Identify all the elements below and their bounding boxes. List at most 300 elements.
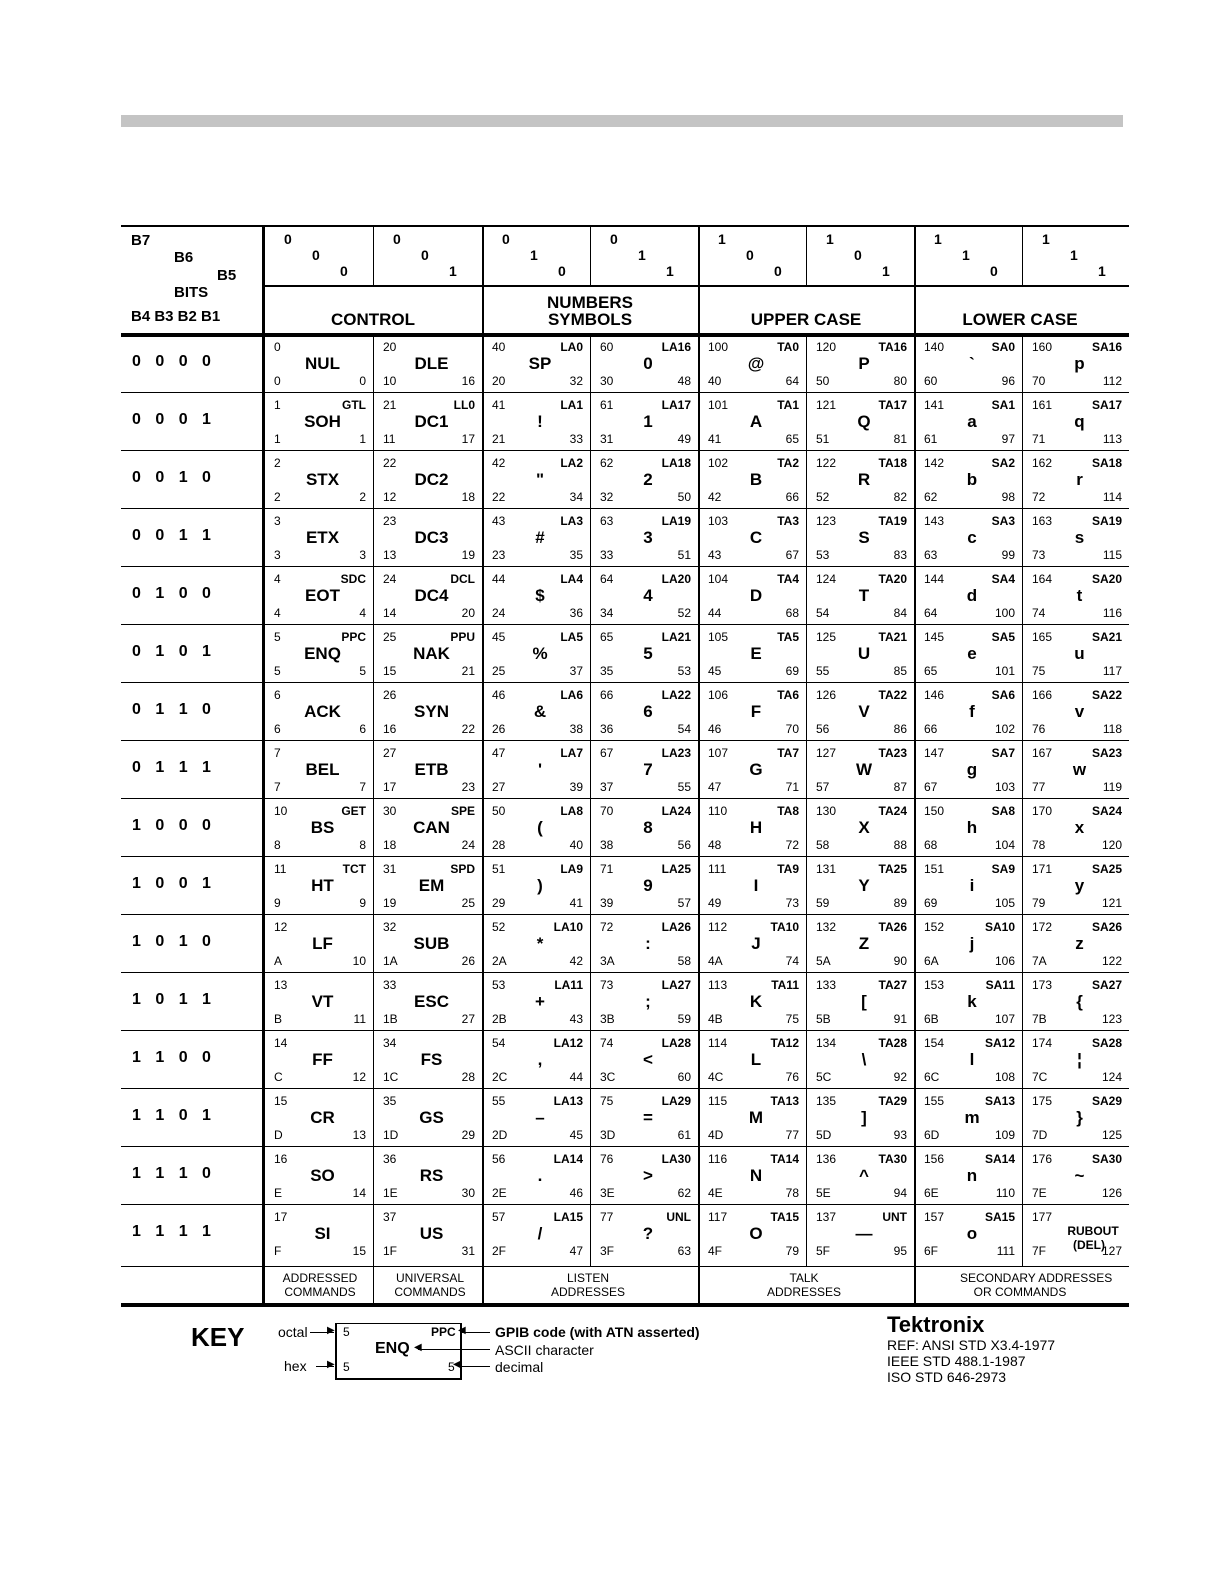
cell-octal: 43 xyxy=(492,514,506,528)
cell-gpib-code: TA30 xyxy=(878,1152,907,1166)
cell-decimal: 97 xyxy=(1001,432,1015,446)
row-bits: 0 1 0 1 xyxy=(132,643,211,660)
col-bit-b5: 0 xyxy=(340,263,348,279)
col-bit-b5: 1 xyxy=(882,263,890,279)
cell-gpib-code: SA0 xyxy=(991,340,1015,354)
cell-ascii-char: 9 xyxy=(643,876,653,895)
cell-hex: 32 xyxy=(600,490,614,504)
cell-gpib-code: SA2 xyxy=(991,456,1015,470)
col-bit-b7: 1 xyxy=(718,231,726,247)
cell-gpib-code: SA26 xyxy=(1091,920,1122,934)
key-hex-value: 5 xyxy=(343,1360,350,1374)
cell-decimal: 77 xyxy=(785,1128,799,1142)
cell-hex: 3A xyxy=(600,954,615,968)
corner-b7: B7 xyxy=(131,232,151,249)
col-bit-b6: 0 xyxy=(421,247,429,263)
cell-octal: 61 xyxy=(600,398,614,412)
cell-gpib-code: TA8 xyxy=(777,804,799,818)
cell-octal: 12 xyxy=(274,920,288,934)
cell-decimal: 29 xyxy=(461,1128,475,1142)
cell-hex: 5D xyxy=(816,1128,832,1142)
cell-decimal: 38 xyxy=(569,722,583,736)
cell-decimal: 27 xyxy=(461,1012,475,1026)
cell-decimal: 37 xyxy=(569,664,583,678)
cell-gpib-code: TA3 xyxy=(777,514,799,528)
cell-hex: 47 xyxy=(708,780,722,794)
cell-octal: 34 xyxy=(383,1036,397,1050)
cell-octal: 4 xyxy=(274,572,281,586)
corner-b6: B6 xyxy=(174,249,194,266)
cell-octal: 5 xyxy=(274,630,281,644)
cell-octal: 131 xyxy=(816,862,837,876)
col-bit-b5: 1 xyxy=(666,263,674,279)
cell-octal: 173 xyxy=(1032,978,1053,992)
cell-decimal: 59 xyxy=(677,1012,691,1026)
cell-decimal: 2 xyxy=(359,490,366,504)
cell-decimal: 35 xyxy=(569,548,583,562)
cell-gpib-code: SA19 xyxy=(1091,514,1122,528)
cell-decimal: 82 xyxy=(893,490,907,504)
cell-decimal: 83 xyxy=(893,548,907,562)
key-box-bottom xyxy=(335,1378,461,1380)
row-bits: 0 0 0 1 xyxy=(132,411,211,428)
col-divider xyxy=(590,225,591,287)
cell-hex: 22 xyxy=(492,490,506,504)
cell-ascii-char: RUBOUT xyxy=(1067,1224,1119,1238)
cell-hex: 41 xyxy=(708,432,722,446)
cell-octal: 166 xyxy=(1032,688,1053,702)
cell-ascii-char: DLE xyxy=(414,354,449,373)
cell-gpib-code: SA8 xyxy=(991,804,1015,818)
cell-gpib-code: TA7 xyxy=(777,746,799,760)
cell-decimal: 47 xyxy=(569,1244,583,1258)
cell-octal: 154 xyxy=(924,1036,945,1050)
cell-ascii-char: C xyxy=(749,528,763,547)
cell-decimal: 55 xyxy=(677,780,691,794)
col-bit-b7: 0 xyxy=(610,231,618,247)
col-bit-b5: 1 xyxy=(1098,263,1106,279)
cell-ascii-char: H xyxy=(749,818,763,837)
cell-octal: 76 xyxy=(600,1152,614,1166)
cell-octal: 163 xyxy=(1032,514,1053,528)
cell-ascii-char: DC2 xyxy=(414,470,449,489)
cell-ascii-char: h xyxy=(966,818,978,837)
cell-octal: 22 xyxy=(383,456,397,470)
cell-ascii-char: 2 xyxy=(643,470,653,489)
cell-ascii-char: ' xyxy=(537,760,543,779)
row-bits: 0 0 1 1 xyxy=(132,527,211,544)
cell-octal: 62 xyxy=(600,456,614,470)
cell-ascii-char: ) xyxy=(537,876,543,895)
cell-hex: 5B xyxy=(816,1012,831,1026)
cell-ascii-char: } xyxy=(1076,1108,1083,1127)
cell-ascii-char: l xyxy=(969,1050,975,1069)
row-bits: 0 1 1 1 xyxy=(132,759,211,776)
cell-decimal: 114 xyxy=(1102,490,1122,504)
cell-hex: 72 xyxy=(1032,490,1046,504)
cell-gpib-code: LA22 xyxy=(661,688,691,702)
cell-gpib-code: TA14 xyxy=(770,1152,799,1166)
footer-listen-line2: ADDRESSES xyxy=(550,1285,626,1299)
cell-gpib-code: LA8 xyxy=(560,804,583,818)
cell-gpib-code: SA9 xyxy=(991,862,1015,876)
cell-decimal: 15 xyxy=(352,1244,366,1258)
cell-decimal: 4 xyxy=(359,606,366,620)
cell-decimal: 41 xyxy=(569,896,583,910)
cell-hex: 78 xyxy=(1032,838,1046,852)
cell-octal: 123 xyxy=(816,514,837,528)
cell-del-note: (DEL) xyxy=(1073,1238,1105,1252)
cell-gpib-code: SA29 xyxy=(1091,1094,1122,1108)
cell-hex: 0 xyxy=(274,374,281,388)
cell-ascii-char: o xyxy=(966,1224,978,1243)
cell-octal: 3 xyxy=(274,514,281,528)
cell-decimal: 91 xyxy=(893,1012,907,1026)
cell-ascii-char: c xyxy=(967,528,977,547)
cell-hex: 53 xyxy=(816,548,830,562)
cell-ascii-char: Z xyxy=(858,934,870,953)
cell-octal: 142 xyxy=(924,456,945,470)
row-bits: 1 1 1 0 xyxy=(132,1165,211,1182)
cell-gpib-code: SA13 xyxy=(984,1094,1015,1108)
cell-hex: 1C xyxy=(383,1070,399,1084)
cell-ascii-char: 5 xyxy=(643,644,653,663)
cell-ascii-char: ENQ xyxy=(304,644,341,663)
cell-hex: 7B xyxy=(1032,1012,1047,1026)
cell-hex: 11 xyxy=(383,432,396,446)
cell-hex: 3C xyxy=(600,1070,616,1084)
cell-ascii-char: ( xyxy=(537,818,543,837)
cell-hex: 24 xyxy=(492,606,506,620)
cell-gpib-code: SA15 xyxy=(984,1210,1015,1224)
cell-hex: 14 xyxy=(383,606,397,620)
cell-gpib-code: LA9 xyxy=(560,862,583,876)
cell-gpib-code: LA12 xyxy=(553,1036,583,1050)
cell-hex: 4A xyxy=(708,954,723,968)
row-bits: 1 1 0 1 xyxy=(132,1107,211,1124)
cell-gpib-code: TA17 xyxy=(878,398,907,412)
cell-ascii-char: ; xyxy=(645,992,651,1011)
cell-octal: 110 xyxy=(708,804,728,818)
cell-decimal: 81 xyxy=(893,432,907,446)
cell-octal: 11 xyxy=(274,862,287,876)
cell-hex: 42 xyxy=(708,490,722,504)
cell-hex: 34 xyxy=(600,606,614,620)
cell-octal: 0 xyxy=(274,340,281,354)
cell-gpib-code: TA16 xyxy=(878,340,907,354)
cell-hex: 3B xyxy=(600,1012,615,1026)
row-rule xyxy=(121,392,1129,393)
cell-ascii-char: P xyxy=(858,354,870,373)
cell-hex: 2D xyxy=(492,1128,508,1142)
corner-b5: B5 xyxy=(217,267,237,284)
cell-ascii-char: + xyxy=(535,992,545,1011)
cell-hex: 19 xyxy=(383,896,397,910)
cell-hex: B xyxy=(274,1012,283,1026)
cell-ascii-char: & xyxy=(533,702,547,721)
cell-octal: 50 xyxy=(492,804,506,818)
cell-octal: 101 xyxy=(708,398,729,412)
cell-gpib-code: SA4 xyxy=(991,572,1015,586)
cell-octal: 6 xyxy=(274,688,281,702)
cell-octal: 60 xyxy=(600,340,614,354)
cell-gpib-code: PPU xyxy=(450,630,475,644)
footer-addressed-line1: ADDRESSED xyxy=(282,1271,358,1285)
cell-gpib-code: UNT xyxy=(882,1210,907,1224)
cell-hex: 1 xyxy=(274,432,281,446)
col-bit-b7: 0 xyxy=(284,231,292,247)
col-bit-b5: 0 xyxy=(990,263,998,279)
cell-gpib-code: TA2 xyxy=(777,456,799,470)
cell-ascii-char: d xyxy=(966,586,978,605)
cell-octal: 16 xyxy=(274,1152,288,1166)
cell-ascii-char: I xyxy=(753,876,759,895)
row-bits: 1 0 0 0 xyxy=(132,817,211,834)
cell-octal: 175 xyxy=(1032,1094,1053,1108)
cell-hex: 2B xyxy=(492,1012,507,1026)
cell-gpib-code: TA19 xyxy=(878,514,907,528)
cell-decimal: 32 xyxy=(569,374,583,388)
cell-decimal: 16 xyxy=(461,374,475,388)
col-bit-b6: 1 xyxy=(530,247,538,263)
ascii-gpib-chart xyxy=(121,225,1129,1306)
footer-bottom-rule xyxy=(121,1303,1129,1307)
cell-ascii-char: f xyxy=(969,702,975,721)
cell-gpib-code: LA14 xyxy=(553,1152,583,1166)
cell-decimal: 99 xyxy=(1001,548,1015,562)
cell-gpib-code: SA24 xyxy=(1091,804,1122,818)
footer-secondary-line1: SECONDARY ADDRESSES xyxy=(960,1271,1113,1285)
cell-decimal: 31 xyxy=(461,1244,475,1258)
cell-hex: 6F xyxy=(924,1244,939,1258)
cell-ascii-char: CAN xyxy=(413,818,450,837)
cell-gpib-code: LA30 xyxy=(661,1152,691,1166)
cell-hex: 15 xyxy=(383,664,397,678)
row-bits: 0 1 0 0 xyxy=(132,585,211,602)
cell-hex: 65 xyxy=(924,664,938,678)
cell-hex: 35 xyxy=(600,664,614,678)
cell-decimal: 93 xyxy=(893,1128,907,1142)
cell-gpib-code: SA11 xyxy=(985,978,1015,992)
brand-ref-line: IEEE STD 488.1-1987 xyxy=(887,1353,1026,1369)
cell-octal: 130 xyxy=(816,804,837,818)
cell-octal: 67 xyxy=(600,746,614,760)
cell-gpib-code: TA24 xyxy=(878,804,907,818)
cell-ascii-char: DC4 xyxy=(414,586,449,605)
cell-gpib-code: LA4 xyxy=(560,572,583,586)
cell-decimal: 105 xyxy=(994,896,1015,910)
cell-ascii-char: G xyxy=(749,760,763,779)
cell-hex: A xyxy=(274,954,283,968)
cell-hex: 3F xyxy=(600,1244,615,1258)
cell-ascii-char: = xyxy=(643,1108,653,1127)
cell-hex: 38 xyxy=(600,838,614,852)
cell-gpib-code: SDC xyxy=(340,572,366,586)
cell-gpib-code: TCT xyxy=(342,862,366,876)
cell-decimal: 103 xyxy=(994,780,1015,794)
cell-octal: 103 xyxy=(708,514,729,528)
cell-decimal: 56 xyxy=(677,838,691,852)
cell-ascii-char: v xyxy=(1074,702,1085,721)
cell-hex: 21 xyxy=(492,432,506,446)
corner-bits: BITS xyxy=(174,284,209,301)
cell-octal: 1 xyxy=(274,398,281,412)
cell-octal: 162 xyxy=(1032,456,1053,470)
col-bit-b6: 0 xyxy=(746,247,754,263)
cell-hex: 4F xyxy=(708,1244,723,1258)
cell-gpib-code: SA25 xyxy=(1091,862,1122,876)
cell-octal: 13 xyxy=(274,978,288,992)
footer-universal-line1: UNIVERSAL xyxy=(395,1271,465,1285)
cell-hex: 3E xyxy=(600,1186,615,1200)
cell-decimal: 19 xyxy=(461,548,475,562)
cell-decimal: 5 xyxy=(359,664,366,678)
cell-ascii-char: SOH xyxy=(304,412,341,431)
cell-ascii-char: @ xyxy=(747,354,765,373)
cell-gpib-code: DCL xyxy=(450,572,475,586)
cell-octal: 157 xyxy=(924,1210,945,1224)
cell-octal: 174 xyxy=(1032,1036,1053,1050)
col-bit-b7: 0 xyxy=(502,231,510,247)
cell-gpib-code: TA15 xyxy=(770,1210,799,1224)
cell-ascii-char: ^ xyxy=(859,1166,869,1185)
cell-decimal: 9 xyxy=(359,896,366,910)
cell-gpib-code: SA6 xyxy=(991,688,1015,702)
cell-decimal: 11 xyxy=(353,1012,366,1026)
cell-octal: 160 xyxy=(1032,340,1053,354)
cell-ascii-char: D xyxy=(749,586,763,605)
cell-gpib-code: LA18 xyxy=(661,456,691,470)
cell-decimal: 72 xyxy=(785,838,799,852)
cell-decimal: 52 xyxy=(677,606,691,620)
cell-decimal: 33 xyxy=(569,432,583,446)
cell-ascii-char: w xyxy=(1072,760,1087,779)
cell-octal: 111 xyxy=(708,862,727,876)
cell-hex: 45 xyxy=(708,664,722,678)
brand-ref-line: ISO STD 646-2973 xyxy=(887,1369,1007,1385)
cell-octal: 100 xyxy=(708,340,729,354)
row-rule xyxy=(121,624,1129,625)
cell-ascii-char: j xyxy=(969,934,975,953)
cell-hex: 6D xyxy=(924,1128,940,1142)
cell-hex: 49 xyxy=(708,896,722,910)
cell-decimal: 14 xyxy=(352,1186,366,1200)
cell-gpib-code: SA17 xyxy=(1091,398,1122,412)
cell-octal: 35 xyxy=(383,1094,397,1108)
key-decimal-arrow-icon: ◀ xyxy=(453,1359,461,1370)
cell-hex: 4E xyxy=(708,1186,723,1200)
cell-hex: 70 xyxy=(1032,374,1046,388)
cell-octal: 114 xyxy=(708,1036,728,1050)
cell-decimal: 36 xyxy=(569,606,583,620)
brand-ref-line: REF: ANSI STD X3.4-1977 xyxy=(887,1337,1056,1353)
cell-ascii-char: ` xyxy=(969,354,975,373)
cell-octal: 52 xyxy=(492,920,506,934)
cell-gpib-code: LA24 xyxy=(661,804,691,818)
cell-gpib-code: LA6 xyxy=(560,688,583,702)
cell-hex: 52 xyxy=(816,490,830,504)
col-bit-b7: 1 xyxy=(934,231,942,247)
cell-ascii-char: 1 xyxy=(643,412,653,431)
cell-ascii-char: p xyxy=(1074,354,1085,373)
cell-gpib-code: LA21 xyxy=(661,630,691,644)
col-divider xyxy=(806,225,807,287)
cell-octal: 14 xyxy=(274,1036,288,1050)
cell-hex: 59 xyxy=(816,896,830,910)
cell-ascii-char: ? xyxy=(642,1224,654,1243)
col-bit-b6: 1 xyxy=(638,247,646,263)
cell-octal: 71 xyxy=(600,862,614,876)
cell-octal: 137 xyxy=(816,1210,837,1224)
cell-hex: 73 xyxy=(1032,548,1046,562)
cell-ascii-char: ! xyxy=(537,412,543,431)
cell-hex: 56 xyxy=(816,722,830,736)
footer-universal-line2: COMMANDS xyxy=(394,1285,466,1299)
cell-decimal: 8 xyxy=(359,838,366,852)
cell-decimal: 24 xyxy=(461,838,475,852)
cell-octal: 37 xyxy=(383,1210,397,1224)
cell-ascii-char: ACK xyxy=(304,702,341,721)
cell-hex: 66 xyxy=(924,722,938,736)
cell-hex: 7C xyxy=(1032,1070,1048,1084)
cell-octal: 115 xyxy=(708,1094,728,1108)
cell-octal: 164 xyxy=(1032,572,1053,586)
cell-gpib-code: LA15 xyxy=(553,1210,583,1224)
cell-ascii-char: CR xyxy=(310,1108,335,1127)
cell-gpib-code: TA29 xyxy=(878,1094,907,1108)
cell-ascii-char: RS xyxy=(419,1166,444,1185)
cell-hex: 6 xyxy=(274,722,281,736)
header-bottom-rule xyxy=(121,333,1129,337)
cell-octal: 112 xyxy=(708,920,728,934)
cell-gpib-code: TA5 xyxy=(777,630,799,644)
cell-ascii-char: N xyxy=(749,1166,763,1185)
cell-ascii-char: T xyxy=(858,586,870,605)
cell-hex: 2C xyxy=(492,1070,508,1084)
cell-decimal: 87 xyxy=(893,780,907,794)
cell-hex: 5E xyxy=(816,1186,831,1200)
cell-octal: 26 xyxy=(383,688,397,702)
col-bit-b7: 0 xyxy=(393,231,401,247)
cell-ascii-char: SI xyxy=(314,1224,331,1243)
row-rule xyxy=(121,856,1129,857)
cell-ascii-char: Q xyxy=(857,412,871,431)
cell-decimal: 42 xyxy=(569,954,583,968)
cell-gpib-code: GTL xyxy=(342,398,366,412)
cell-octal: 72 xyxy=(600,920,614,934)
cell-gpib-code: SA23 xyxy=(1091,746,1122,760)
cell-decimal: 62 xyxy=(677,1186,691,1200)
cell-decimal: 92 xyxy=(893,1070,907,1084)
cell-hex: 76 xyxy=(1032,722,1046,736)
cell-octal: 32 xyxy=(383,920,397,934)
cell-ascii-char: ETB xyxy=(414,760,449,779)
key-octal-value: 5 xyxy=(343,1325,350,1339)
table-bottom-rule xyxy=(121,1266,1129,1267)
cell-octal: 77 xyxy=(600,1210,614,1224)
cell-octal: 146 xyxy=(924,688,945,702)
cell-decimal: 73 xyxy=(785,896,799,910)
cell-gpib-code: TA6 xyxy=(777,688,799,702)
cell-gpib-code: LA7 xyxy=(560,746,583,760)
cell-ascii-char: 0 xyxy=(643,354,653,373)
cell-decimal: 51 xyxy=(677,548,691,562)
key-gpib-arrow-icon: ◀ xyxy=(458,1325,466,1336)
cell-ascii-char: B xyxy=(749,470,763,489)
row-bits: 1 0 1 1 xyxy=(132,991,211,1008)
key-gpib-arrow xyxy=(462,1332,490,1333)
cell-hex: 36 xyxy=(600,722,614,736)
